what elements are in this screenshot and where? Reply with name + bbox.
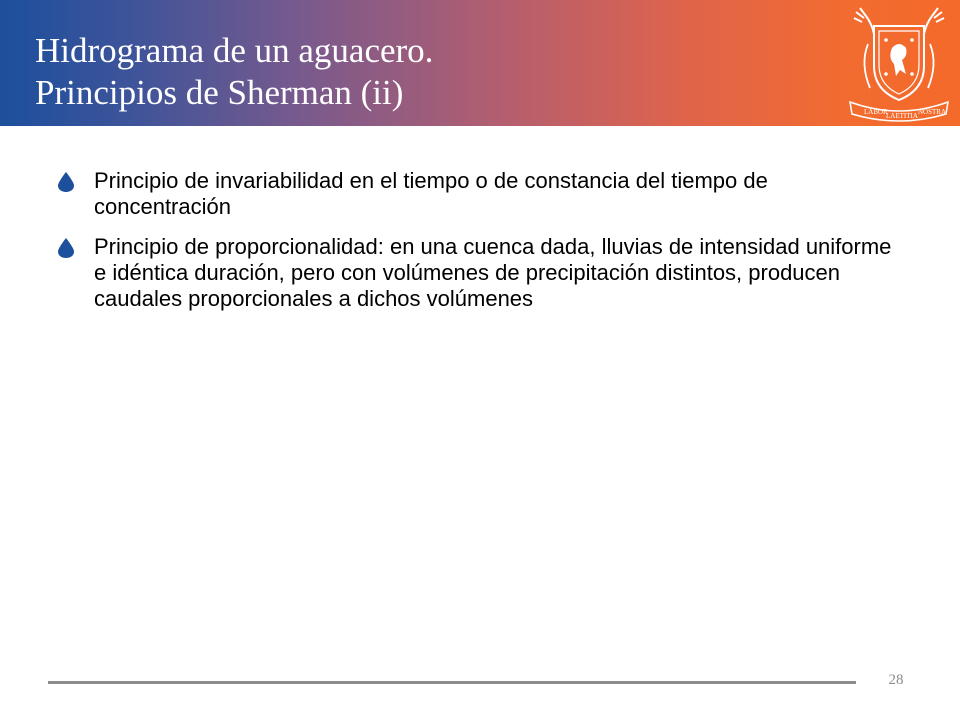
title-line-2: Principios de Sherman (ii)	[35, 73, 404, 112]
svg-text:LAETITIA: LAETITIA	[886, 112, 918, 120]
university-crest-icon	[846, 4, 952, 124]
list-item	[58, 168, 908, 220]
header-banner	[0, 0, 960, 126]
svg-text:LABOR: LABOR	[864, 108, 888, 116]
slide-title	[35, 30, 795, 114]
page-number: 28	[888, 672, 904, 688]
bullet-list	[58, 168, 908, 326]
title-line-1: Hidrograma de un aguacero.	[35, 31, 434, 70]
bullet-text: Principio de proporcionalidad: en una cuenca dada, lluvias de intensidad uniforme e idéntica duración, pero con volúmenes de precipitación distintos, producen caudales proporcionales a dichos volúmenes	[94, 234, 892, 311]
footer-divider	[48, 681, 856, 684]
drop-bullet-icon	[58, 172, 74, 192]
drop-bullet-icon	[58, 238, 74, 258]
bullet-text: Principio de invariabilidad en el tiempo o de constancia del tiempo de concentración	[94, 168, 768, 219]
svg-text:NOSTRA: NOSTRA	[918, 108, 947, 116]
list-item	[58, 234, 908, 312]
